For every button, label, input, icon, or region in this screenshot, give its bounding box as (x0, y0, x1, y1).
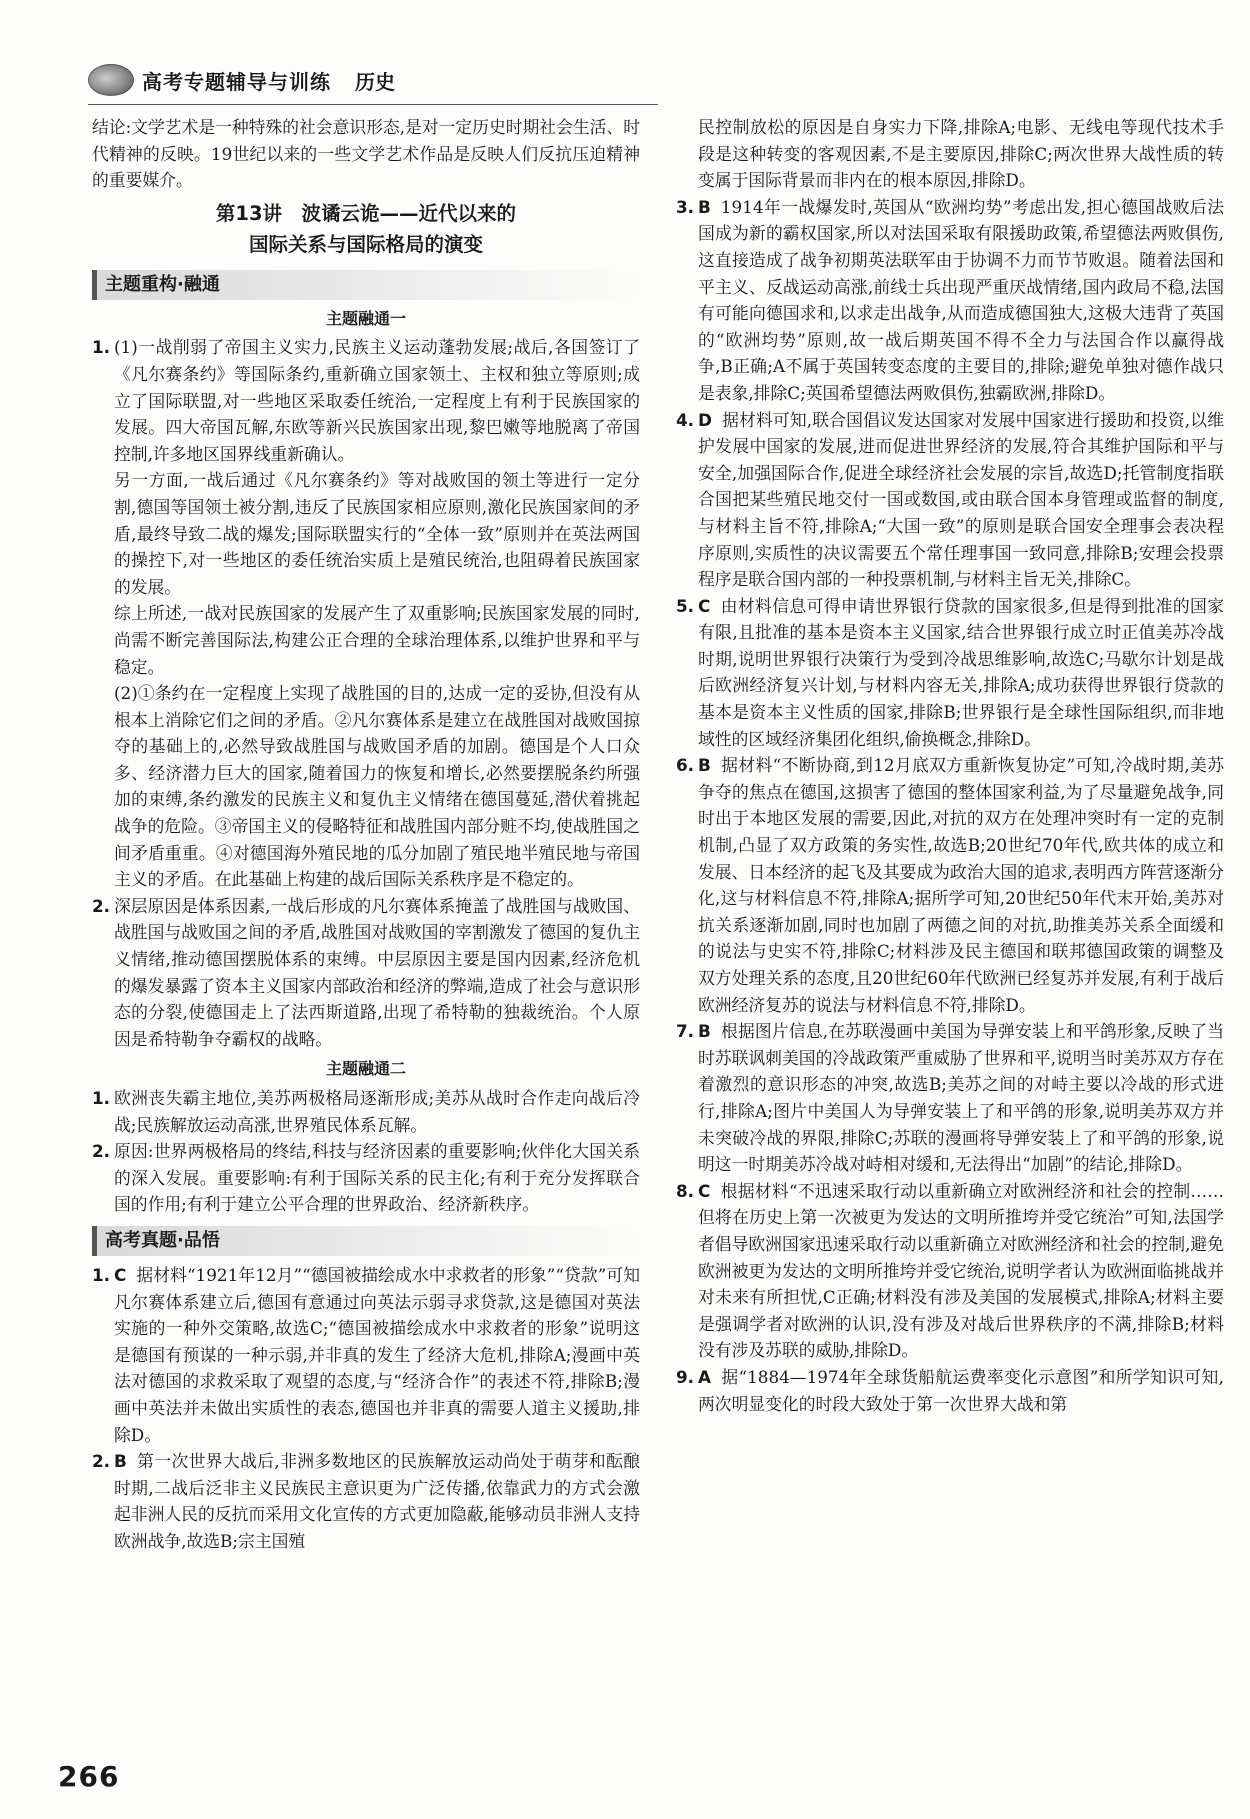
explanation-text: 据材料“不断协商,到12月底双方重新恢复协定”可知,冷战时期,美苏争夺的焦点在德国,这损害了德国的整体国家利益,为了尽量避免战争,同时出于本地区发展的需要,因此,对抗的双方在处理冲突时有一定的克制机制,凸显了双方政策的务实性,故选B;20世纪70年代,欧共体的成立和发展、日本经济的起飞及其要成为政治大国的追求,表明西方阵营逐渐分化,这与材料信息不符,排除A;据所学可知,20世纪50年代末开始,美苏对抗关系逐渐加剧,同时也加剧了两德之间的对抗,助推美苏关系全面缓和的说法与史实不符,排除C;材料涉及民主德国和联邦德国政策的调整及双方处理关系的态度,且20世纪60年代欧洲已经复苏并发展,有利于战后欧洲经济复苏的说法与材料信息不符,排除D。 (698, 755, 1224, 1015)
explanation-text: 据“1884—1974年全球货船航运费率变化示意图”和所学知识可知,两次明显变化的时段大致处于第一次世界大战和第 (698, 1366, 1224, 1414)
right-column (676, 114, 1224, 1417)
item-number: 1. (92, 337, 111, 358)
subheading-theme-1: 主题融通一 (325, 308, 406, 328)
item-number: 6. (676, 755, 695, 776)
book-logo-icon (88, 64, 134, 96)
explanation-text: 根据图片信息,在苏联漫画中美国为导弹安装上和平鸽形象,反映了当时苏联讽刺美国的冷战政策严重威胁了世界和平,说明当时美苏双方存在着激烈的意识形态的冲突,故选B;美苏之间的对峙主要以冷战的形式进行,排除A;图片中美国人为导弹安装上了和平鸽的形象,说明美苏双方并未突破冷战的界限,排除C;苏联的漫画将导弹安装上了和平鸽的形象,说明这一时期美苏冷战对峙相对缓和,无法得出“加剧”的结论,排除D。 (698, 1021, 1224, 1175)
item-number: 2. (92, 1451, 111, 1472)
explanation-text: 1914年一战爆发时,英国从“欧洲均势”考虑出发,担心德国战败后法国成为新的霸权国家,所以对法国采取有限援助政策,希望德法两败俱伤,这直接造成了战争初期英法联军由于协调不力而节节败退。随着法国和平主义、反战运动高涨,前线士兵出现严重厌战情绪,国内政局不稳,法国有可能向德国求和,以求走出战争,从而造成德国独大,这极大违背了英国的“欧洲均势”原则,故一战后期英国不得不全力与法国合作以赢得战争,B正确;A不属于英国转变态度的主要目的,排除;避免单独对德作战只是表象,排除C;英国希望德法两败俱伤,独霸欧洲,排除D。 (698, 196, 1224, 403)
page-header (88, 62, 395, 98)
item-number: 1. (92, 1088, 111, 1108)
header-divider (88, 104, 658, 105)
exam-answer-item (676, 194, 1224, 407)
exam-answer-item (92, 1262, 640, 1448)
answer-paragraph: 综上所述,一战对民族国家的发展产生了双重影响;民族国家发展的同时,尚需不断完善国际法,构建公正合理的全球治理体系,以维护世界和平与稳定。 (114, 603, 640, 677)
answer-choice: C (114, 1264, 127, 1285)
subheading-theme-2: 主题融通二 (325, 1059, 406, 1079)
answer-paragraph: 深层原因是体系因素,一战后形成的凡尔赛体系掩盖了战胜国与战败国、战胜国与战败国之间的矛盾,战胜国对战败国的宰割激发了德国的复仇主义情绪,推动德国摆脱体系的束缚。中层原因主要是国内因素,经济危机的爆发暴露了资本主义国家内部政治和经济的弊端,造成了社会与意识形态的分裂,使德国走上了法西斯道路,出现了希特勒的独裁统治。个人原因是希特勒争夺霸权的战略。 (114, 895, 640, 1049)
answer-paragraph: 另一方面,一战后通过《凡尔赛条约》等对战败国的领土等进行一定分割,德国等国领土被分割,违反了民族国家相应原则,激化民族国家间的矛盾,最终导致二战的爆发;国际联盟实行的“全体一致”原则并在英法两国的操控下,对一些地区的委任统治实质上是殖民统治,也阻碍着民族国家的发展。 (114, 470, 640, 597)
chapter-title-line2: 国际关系与国际格局的演变 (248, 232, 483, 256)
item-number: 3. (676, 196, 695, 217)
explanation-text: 据材料可知,联合国倡议发达国家对发展中国家进行援助和投资,以维护发展中国家的发展,进而促进世界经济的发展,符合其维护国际和平与安全,加强国际合作,促进全球经济社会发展的宗旨,故选D;托管制度指联合国把某些殖民地交付一国或数国,或由联合国本身管理或监督的制度,与材料主旨不符,排除A;“大国一致”的原则是联合国安全理事会表决程序原则,实质性的决议需要五个常任理事国一致同意,排除B;安理会投票程序是联合国内部的一种投票机制,与材料主旨无关,排除C。 (698, 409, 1224, 590)
subject-label: 历史 (355, 69, 395, 94)
answer-choice: B (698, 196, 711, 217)
answer-paragraph: 欧洲丧失霸主地位,美苏两极格局逐渐形成;美苏从战时合作走向战后冷战;民族解放运动高涨,世界殖民体系瓦解。 (114, 1088, 640, 1135)
exam-answer-item (676, 407, 1224, 593)
answer-item (92, 334, 640, 892)
explanation-text: 据材料“1921年12月”“德国被描绘成水中求救者的形象”“贷款”可知凡尔赛体系建立后,德国有意通过向英法示弱寻求贷款,这是德国对英法实施的一种外交策略,故选C;“德国被描绘成水中求救者的形象”说明这是德国有预谋的一种示弱,并非真的发生了经济大危机,排除A;漫画中英法对德国的求救采取了观望的态度,与“经济合作”的表述不符,排除B;漫画中英法并未做出实质性的表态,德国也并非真的需要人道主义援助,排除D。 (114, 1264, 640, 1445)
exam-answer-item (676, 1364, 1224, 1417)
answer-choice: D (698, 409, 712, 430)
item-number: 1. (92, 1264, 111, 1285)
exam-answer-item (676, 1018, 1224, 1178)
section-heading-exam: 高考真题·品悟 (92, 1226, 640, 1256)
item-number: 2. (92, 1141, 111, 1162)
item-number: 4. (676, 409, 695, 430)
exam-answer-item (92, 1448, 640, 1554)
answer-paragraph: (1)一战削弱了帝国主义实力,民族主义运动蓬勃发展;战后,各国签订了《凡尔赛条约》等国际条约,重新确立国家领土、主权和独立等原则;成立了国际联盟,对一些地区采取委任统治,一定程度上有利于民族国家的发展。四大帝国瓦解,东欧等新兴民族国家出现,黎巴嫩等地脱离了帝国控制,许多地区国界线重新确认。 (114, 337, 640, 464)
item-number: 8. (676, 1180, 695, 1201)
answer-choice: A (698, 1366, 711, 1387)
continued-explanation (676, 114, 1224, 194)
item-number: 7. (676, 1021, 695, 1042)
explanation-text: 民控制放松的原因是自身实力下降,排除A;电影、无线电等现代技术手段是这种转变的客观因素,不是主要原因,排除C;两次世界大战性质的转变属于国际背景而非内在的根本原因,排除D。 (698, 117, 1224, 191)
section-heading-restructure: 主题重构·融通 (92, 270, 640, 300)
explanation-text: 由材料信息可得申请世界银行贷款的国家很多,但是得到批准的国家有限,且批准的基本是资本主义国家,结合世界银行成立时正值美苏冷战时期,说明世界银行决策行为受到冷战思维影响,故选C;马歇尔计划是战后欧洲经济复兴计划,与材料内容无关,排除A;成功获得世界银行贷款的基本是资本主义性质的国家,排除B;世界银行是全球性国际组织,而非地域性的区域经济集团化组织,偷换概念,排除D。 (698, 595, 1224, 749)
item-number: 5. (676, 595, 695, 616)
page-number: 266 (58, 1760, 120, 1793)
answer-item (92, 1138, 640, 1218)
answer-item (92, 893, 640, 1053)
exam-answer-item (676, 593, 1224, 753)
exam-answer-item (676, 1178, 1224, 1364)
chapter-title-line1: 第13讲 波谲云诡——近代以来的 (215, 201, 517, 225)
item-number: 2. (92, 895, 111, 916)
explanation-text: 第一次世界大战后,非洲多数地区的民族解放运动尚处于萌芽和酝酿时期,二战后泛非主义民族民主意识更为广泛传播,依靠武力的方式会激起非洲人民的反抗而采用文化宣传的方式更加隐蔽,能够动员非洲人支持欧洲战争,故选B;宗主国殖 (114, 1451, 640, 1551)
explanation-text: 根据材料“不迅速采取行动以重新确立对欧洲经济和社会的控制……但将在历史上第一次被更为发达的文明所推垮并受它统治”可知,法国学者倡导欧洲国家迅速采取行动以重新确立对欧洲经济和社会的控制,避免欧洲被更为发达的文明所推垮并受它统治,说明学者认为欧洲面临挑战并对未来有所担忧,C正确;材料没有涉及美国的发展模式,排除A;材料主要是强调学者对欧洲的认识,没有涉及对战后世界秩序的不满,排除B;材料没有涉及苏联的威胁,排除D。 (698, 1180, 1224, 1361)
answer-paragraph: (2)①条约在一定程度上实现了战胜国的目的,达成一定的妥协,但没有从根本上消除它们之间的矛盾。②凡尔赛体系是建立在战胜国对战败国掠夺的基础上的,必然导致战胜国与战败国矛盾的加剧。德国是个人口众多、经济潜力巨大的国家,随着国力的恢复和增长,必然要摆脱条约所强加的束缚,条约激发的民族主义和复仇主义情绪在德国蔓延,潜伏着挑起战争的危险。③帝国主义的侵略特征和战胜国内部分赃不均,使战胜国之间矛盾重重。④对德国海外殖民地的瓜分加剧了殖民地半殖民地与帝国主义的矛盾。在此基础上构建的战后国际关系秩序是不稳定的。 (114, 683, 640, 890)
conclusion-paragraph: 结论:文学艺术是一种特殊的社会意识形态,是对一定历史时期社会生活、时代精神的反映。19世纪以来的一些文学艺术作品是反映人们反抗压迫精神的重要媒介。 (92, 117, 640, 191)
answer-choice: C (698, 595, 711, 616)
exam-answer-item (676, 752, 1224, 1018)
answer-paragraph: 原因:世界两极格局的终结,科技与经济因素的重要影响;伙伴化大国关系的深入发展。重要影响:有利于国际关系的民主化;有利于充分发挥联合国的作用;有利于建立公平合理的世界政治、经济新秩序。 (114, 1141, 640, 1215)
chapter-title (92, 198, 640, 260)
answer-item (92, 1085, 640, 1138)
answer-choice: C (698, 1180, 711, 1201)
book-title: 高考专题辅导与训练 (142, 69, 331, 94)
answer-choice: B (114, 1451, 127, 1472)
item-number: 9. (676, 1366, 695, 1387)
answer-choice: B (698, 1021, 711, 1042)
left-column (92, 114, 640, 1555)
answer-choice: B (698, 755, 711, 776)
